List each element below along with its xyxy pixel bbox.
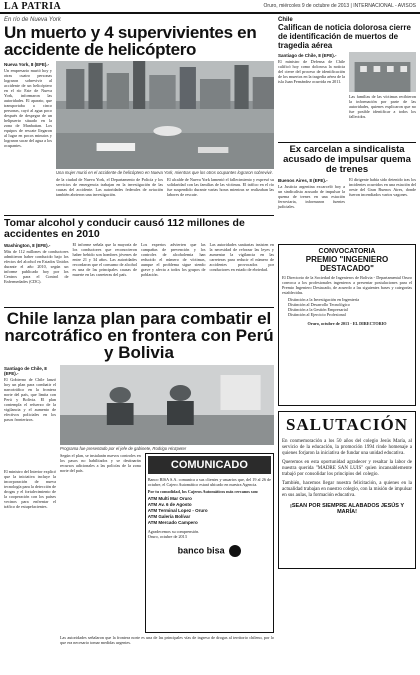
- engineer-award-notice: [278, 244, 416, 406]
- salutation-notice: [278, 411, 416, 569]
- ad-atm-item: ATM Galería Bolívar: [147, 514, 191, 519]
- salutation-text: Queremos en esta oportunidad agradecer y resaltar la labor de nuestra querida "MADRE SAN LUIS" quien incansablemente trabajó por consolidar los principios del colegio.: [282, 460, 412, 477]
- notice-body: El Directorio de la Sociedad de Ingenieros de Bolivia - Departamental Oruro convoca a los profesionales ingenieros a presentar postulaciones para el Premio Ingeniero Destacado, de acuerdo a las siguientes bases y categorías establecidas.: [282, 275, 412, 295]
- story-byline: Santiago de Chile, 8 (EFE).-: [278, 53, 337, 58]
- story-byline: Nueva York, 8 (EFE).-: [4, 62, 50, 67]
- story-headline: Califican de noticia dolorosa cierre de identificación de muertos de tragedia aérea: [278, 23, 411, 50]
- story-byline: Buenos Aires, 8 (EFE).-: [278, 178, 328, 183]
- story-byline: Santiago de Chile, 8 (EFE).-: [4, 366, 47, 376]
- story-text: Un empresario murió hoy y otras cuatro personas lograron sobrevivir al accidente de un helicóptero en el río Este de Nueva York, informaron las autoridades. El aparato, que transportaba a cinco personas, cayó al agua poco después de despegar de un helipuerto situado en la zona de Manhattan. Los equipos de rescate llegaron al lugar en pocos minutos y lograron sacar del agua a los ocupantes.: [4, 68, 52, 148]
- bank-ad: [145, 453, 274, 633]
- ad-subtitle: Por tu comodidad, los Cajeros Automáticos más cercanos son:: [147, 489, 259, 494]
- story-text: El Gobierno de Chile lanzó hoy un plan para combatir el narcotráfico en la frontera norte del país, que limita con Perú y Bolivia. El plan contempla el refuerzo de la vigilancia y el aumento de efectivos policiales en los pasos fronterizos.: [4, 377, 56, 422]
- story-headline: Chile lanza plan para combatir el narcotráfico en frontera con Perú y Bolivia: [4, 309, 274, 362]
- salutation-title: SALUTACIÓN: [285, 415, 409, 434]
- helicopter-photo: [56, 61, 274, 169]
- salutation-closing: ¡SEAN POR SIEMPRE ALABADOS JESÚS Y MARÍA!: [290, 503, 404, 515]
- page-date: Oruro, miércoles 9 de octubre de 2013 | INTERNACIONAL - AVISOS: [263, 3, 416, 9]
- notice-category: Distinción al Ejercicio Profesional: [288, 312, 346, 317]
- notice-category: Distinción a la Investigación en Ingeniería: [288, 297, 360, 302]
- story-byline: Washington, 8 (EFE).-: [4, 243, 51, 248]
- bank-logo: [148, 545, 271, 557]
- story-chile-identification: [278, 17, 416, 138]
- ad-atm-item: ATM Terminal Lopez - Oruro: [147, 508, 208, 513]
- notice-category: Distinción al Desarrollo Tecnológico: [288, 302, 350, 307]
- masthead: [0, 0, 420, 14]
- story-headline: Tomar alcohol y conducir causó 112 millones de accidentes en 2010: [4, 217, 245, 240]
- notice-title: PREMIO "INGENIERO DESTACADO": [305, 255, 389, 273]
- bank-logo-text: banco bisa: [177, 545, 225, 556]
- ad-atm-item: ATM Multi Mar Oruro: [147, 496, 192, 501]
- story-headline: Ex carcelan a sindicalista acusado de impulsar quema de trenes: [283, 144, 411, 175]
- notice-category: Distinción a la Gestión Empresarial: [288, 307, 348, 312]
- story-col: [4, 61, 52, 211]
- story-headline: Un muerto y 4 supervivientes en accidente de helicóptero: [4, 23, 257, 59]
- story-helicopter: [4, 17, 274, 211]
- story-text: Las autoridades sanitarias insisten en la necesidad de reforzar las leyes y aumentar la vigilancia en las carreteras para reducir el número de accidentes provocados por conductores en estado de ebriedad.: [209, 242, 274, 272]
- story-text: Según el plan, se instalarán nuevos controles en los pasos no habilitados y se destinarán recursos adicionales a las policías de la zona norte del país.: [60, 453, 141, 473]
- story-text: La Justicia argentina excarceló hoy a un sindicalista acusado de impulsar la quema de trenes en una estación ferroviaria, informaron fuentes judiciales.: [278, 184, 345, 209]
- story-text: El alcalde de Nueva York lamentó el fallecimiento y expresó su solidaridad con las familias de las víctimas. El tráfico en el río fue suspendido durante varias horas mientras se realizaban las labores de rescate.: [167, 177, 274, 197]
- story-text: El dirigente había sido detenido tras los incidentes ocurridos en una estación del oeste del Gran Buenos Aires, donde fueron incendiados varios vagones.: [349, 177, 416, 197]
- story-text: Los expertos advierten que las campañas de prevención y los controles de alcoholemia han reducido el número de víctimas, aunque el problema sigue siendo grave y afecta a todos los grupos de población.: [141, 242, 206, 277]
- story-text: Más de 112 millones de conductores admitieron haber conducido bajo los efectos del alcohol en Estados Unidos durante el año 2010, según un informe publicado hoy por los Centros para el Control de Enfermedades (CDC).: [4, 249, 69, 284]
- story-text: Las autoridades señalaron que la frontera norte es una de las principales vías de ingreso de drogas al territorio chileno, por lo que era necesario tomar medidas urgentes.: [60, 635, 274, 645]
- ad-atm-item: ATM Mercado Campero: [147, 520, 198, 525]
- story-text: de la ciudad de Nueva York, el Departamento de Policía y los servicios de emergencia trabajan en la investigación de las causas del accidente. Las autoridades federales de aviación también abrieron una investigación.: [56, 177, 163, 197]
- photo-caption: Programa fue presentado por el jefe de gabinete, Rodrigo Hinzpeter: [60, 446, 187, 451]
- notice-footer: Oruro, octubre de 2013 - EL DIRECTORIO: [307, 321, 387, 326]
- story-text: Las familias de las víctimas recibieron la información por parte de las autoridades, quienes explicaron que no fue posible identificar a todos los fallecidos.: [349, 94, 416, 119]
- story-text: El informe señala que la mayoría de los conductores que reconocieron haber bebido son hombres jóvenes de entre 21 y 34 años. Las autoridades recordaron que el consumo de alcohol es una de las principales causas de muerte en las carreteras del país.: [72, 242, 137, 277]
- section-tag: Chile: [278, 17, 293, 23]
- newspaper-logo: LA PATRIA: [4, 0, 62, 12]
- ad-date: Oruro, octubre de 2013: [147, 534, 187, 539]
- right-section: [278, 17, 416, 627]
- left-section: [4, 17, 274, 645]
- story-text: El ministro de Defensa de Chile calificó hoy como dolorosa la noticia del cierre del proceso de identificación de los muertos en la tragedia aérea de la isla Juan Fernández ocurrida en 2011.: [278, 59, 345, 84]
- story-text: El ministro del Interior explicó que la iniciativa incluye la incorporación de nueva tecnología para la detección de drogas y el fortalecimiento de la cooperación con los países vecinos para enfrentar el tráfico de estupefacientes.: [4, 469, 56, 509]
- bank-logo-icon: [229, 545, 241, 557]
- notice-kicker: CONVOCATORIA: [318, 248, 376, 255]
- building-photo: [349, 52, 416, 92]
- ad-thanks: Agradecemos su comprensión.: [147, 529, 200, 534]
- salutation-text: También, hacemos llegar nuestra felicitación, a quienes en la actualidad trabajan en nuestro colegio, con la misión de impulsar en sus aulas, la formación educativa.: [282, 481, 412, 498]
- story-alcohol: [4, 218, 274, 304]
- ad-intro: Banco BISA S.A. comunica a sus clientes y usuarios que, del 19 al 26 de octubre, el Cajero Automático estará ubicado en nuestra Agencia.: [147, 477, 271, 487]
- photo-caption: Una mujer murió en el accidente de helicóptero en Nueva York, mientras que los otros ocupantes lograron sobrevivir.: [56, 170, 273, 175]
- story-chile-narco: [4, 310, 274, 675]
- story-kicker: En río de Nueva York: [4, 17, 61, 23]
- story-argentina-trains: [278, 145, 416, 239]
- press-conference-photo: [60, 365, 274, 445]
- salutation-text: En conmemoración a los 50 años del colegio Jesús María, al servicio de la educación, la promoción 1994 rinde homenaje a quienes forjaron la iniciativa de fundar una unidad educativa.: [282, 439, 412, 456]
- ad-atm-item: ATM Av. 6 de Agosto: [147, 502, 192, 507]
- ad-title: COMUNICADO: [148, 456, 271, 474]
